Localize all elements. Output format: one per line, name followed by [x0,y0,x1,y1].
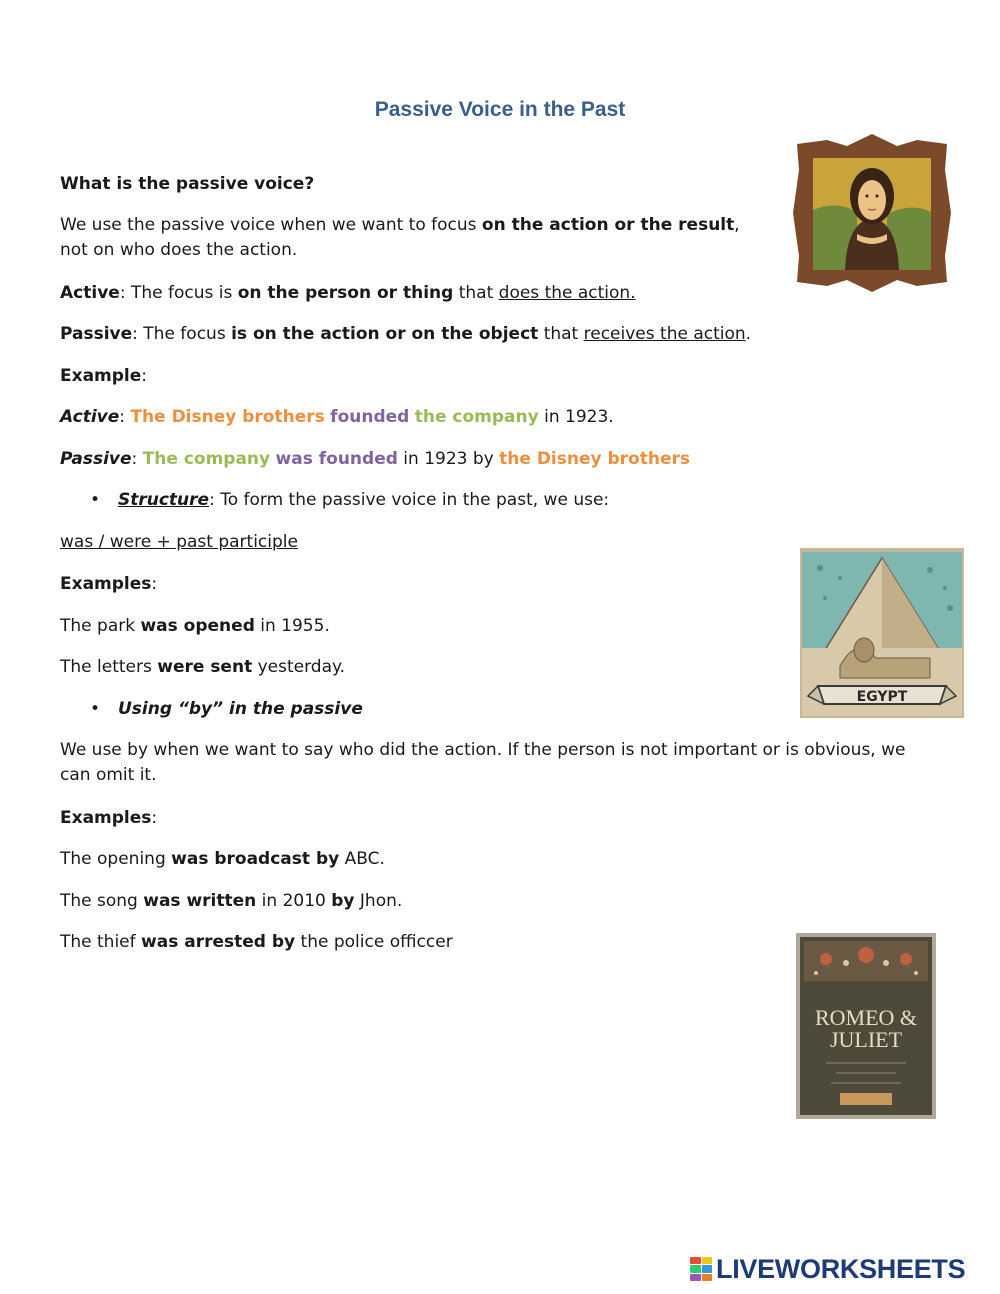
active-tail: in 1923. [538,407,614,427]
ex1-c: in 1955. [254,616,330,636]
ex4-by: by [331,891,355,911]
active-definition [60,281,636,306]
ex1-verb: was opened [140,616,255,636]
examples-label: Examples [60,808,152,828]
mona-lisa-image [787,130,957,296]
example-label: Example [60,366,142,386]
passive-verb: was founded [275,449,398,469]
active-def-underline: does the action. [498,283,636,303]
bullet-dot: • [90,490,101,510]
passive-def-underline: receives the action [583,324,746,344]
active-example-colon: : [119,407,131,427]
passive-def-emphasis: is on the action or on the object [231,324,539,344]
intro-text-end: , not on who does the action. [60,215,740,260]
active-subject: The Disney brothers [130,407,325,427]
passive-mid: in 1923 by [397,449,500,469]
passive-example [60,447,690,472]
passive-def-that: that [538,324,584,344]
example-sentence-3 [60,847,385,872]
egypt-banner-text: EGYPT [856,689,908,705]
ex4-verb: was written [143,891,257,911]
example-sentence-2 [60,655,345,680]
ex3-verb: was broadcast by [171,849,340,869]
ex1-a: The park [60,616,141,636]
active-label: Active [60,283,120,303]
example-sentence-5 [60,930,453,955]
examples-heading-1 [60,572,157,597]
active-example [60,405,614,430]
passive-example-colon: : [131,449,143,469]
logo-mark [690,1257,712,1281]
active-object: the company [414,407,539,427]
examples-heading-2 [60,806,157,831]
romeo-title-line-2: JULIET [829,1027,903,1052]
question-heading: What is the passive voice? [60,174,315,194]
passive-definition [60,322,751,347]
intro-emphasis: on the action or the result [481,215,735,235]
ex4-a: The song [60,891,144,911]
ex5-verb: was arrested by [141,932,296,952]
structure-label: Structure [118,490,210,510]
active-def-that: that [453,283,499,303]
examples-label: Examples [60,574,152,594]
page-title: Passive Voice in the Past [374,98,626,121]
intro-paragraph [60,213,770,263]
example-colon: : [141,366,148,386]
structure-formula: was / were + past participle [60,532,298,552]
example-sentence-4 [60,889,402,914]
examples-colon: : [151,808,158,828]
ex4-c: in 2010 [256,891,332,911]
egypt-poster-image [800,548,964,718]
ex4-e: Jhon. [354,891,403,911]
active-verb: founded [330,407,410,427]
passive-def-text: : The focus [132,324,232,344]
ex2-c: yesterday. [252,657,346,677]
active-example-label: Active [60,407,120,427]
active-def-emphasis: on the person or thing [237,283,454,303]
ex5-c: the police officcer [295,932,453,952]
romeo-juliet-poster-image [796,933,936,1119]
example-sentence-1 [60,614,330,639]
ex3-a: The opening [60,849,172,869]
ex3-c: ABC. [339,849,385,869]
by-heading: Using “by” in the passive [118,699,363,719]
ex2-verb: were sent [157,657,253,677]
passive-def-period: . [745,324,752,344]
passive-subject: The company [142,449,271,469]
by-paragraph: We use by when we want to say who did the action. If the person is not important or is obvious, we can omit it. [60,740,906,785]
structure-text [118,488,609,513]
romeo-title-line-1: ROMEO & [814,1005,918,1030]
logo-text: LIVEWORKSHEETS [716,1253,966,1284]
ex5-a: The thief [60,932,142,952]
intro-text: We use the passive voice when we want to focus [60,215,482,235]
active-def-text: : The focus is [119,283,238,303]
passive-agent: the Disney brothers [499,449,691,469]
ex2-a: The letters [60,657,158,677]
passive-example-label: Passive [60,449,132,469]
examples-colon: : [151,574,158,594]
bullet-dot: • [90,699,101,719]
liveworksheets-logo [690,1254,965,1284]
example-heading [60,364,147,389]
passive-label: Passive [60,324,133,344]
structure-desc: : To form the passive voice in the past, we use: [209,490,610,510]
